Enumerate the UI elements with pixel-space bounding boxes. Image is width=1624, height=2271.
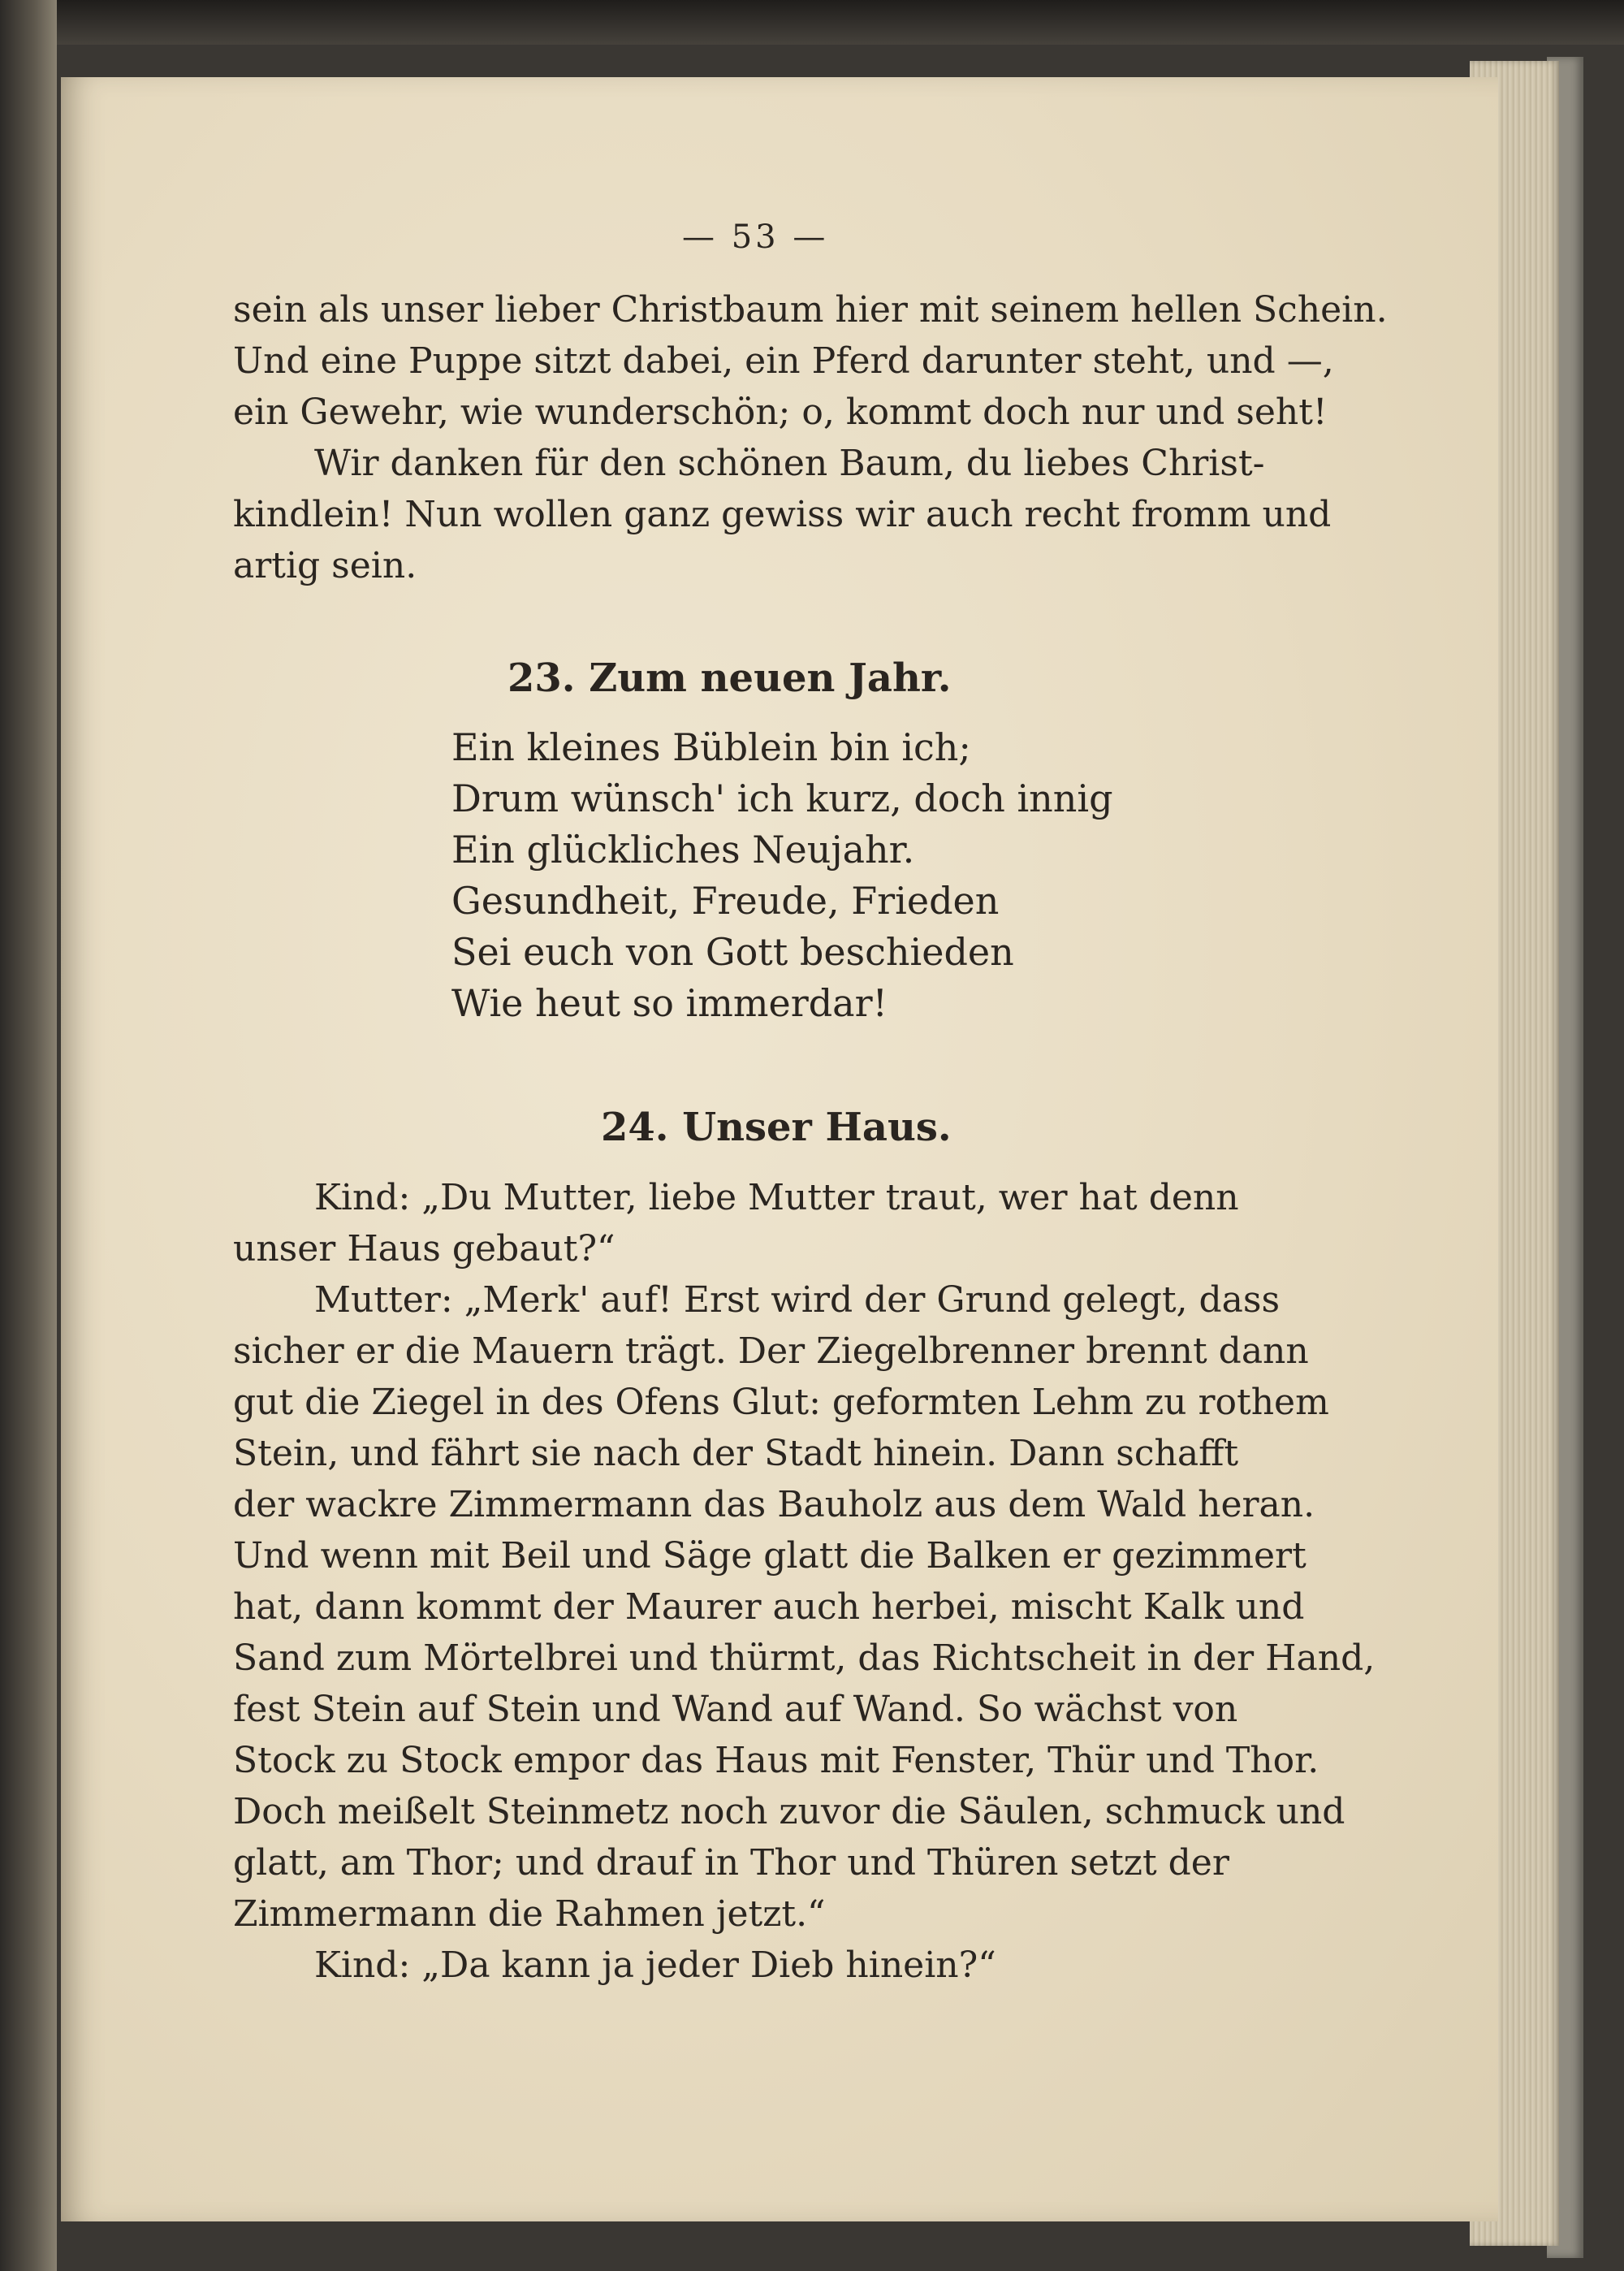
poem-line: Wie heut so immerdar! (451, 981, 888, 1025)
dialogue-line: sicher er die Mauern trägt. Der Ziegelbrenner brennt dann (233, 1330, 1309, 1372)
poem-line: Ein glückliches Neujahr. (451, 828, 915, 872)
prose-line: Und eine Puppe sitzt dabei, ein Pferd darunter steht, und —, (233, 340, 1334, 382)
dialogue-line: der wackre Zimmermann das Bauholz aus dem Wald heran. (233, 1484, 1315, 1525)
prose-line: sein als unser lieber Christbaum hier mit seinem hellen Schein. (233, 289, 1388, 331)
poem-line: Gesundheit, Freude, Frieden (451, 879, 1000, 923)
section-heading-24: 24. Unser Haus. (601, 1105, 952, 1150)
page-number: — 53 — (682, 218, 829, 256)
prose-line: ein Gewehr, wie wunderschön; o, kommt doch nur und seht! (233, 391, 1328, 433)
dialogue-line: hat, dann kommt der Maurer auch herbei, mischt Kalk und (233, 1586, 1305, 1628)
dialogue-line: fest Stein auf Stein und Wand auf Wand. So wächst von (233, 1689, 1238, 1730)
dialogue-line: gut die Ziegel in des Ofens Glut: geformten Lehm zu rothem (233, 1382, 1329, 1423)
poem-line: Ein kleines Büblein bin ich; (451, 725, 971, 769)
dialogue-line: Doch meißelt Steinmetz noch zuvor die Säulen, schmuck und (233, 1791, 1345, 1832)
section-heading-23: 23. Zum neuen Jahr. (508, 655, 952, 701)
dialogue-line: Stein, und fährt sie nach der Stadt hinein. Dann schafft (233, 1433, 1239, 1474)
book-top-shadow (0, 0, 1624, 45)
dialogue-line: Kind: „Du Mutter, liebe Mutter traut, wer hat denn (314, 1177, 1239, 1218)
prose-line: Wir danken für den schönen Baum, du liebes Christ- (314, 443, 1265, 484)
dialogue-line: Stock zu Stock empor das Haus mit Fenster, Thür und Thor. (233, 1740, 1320, 1781)
prose-line: kindlein! Nun wollen ganz gewiss wir auch recht fromm und (233, 494, 1332, 535)
dialogue-line: Zimmermann die Rahmen jetzt.“ (233, 1893, 826, 1935)
dialogue-line: unser Haus gebaut?“ (233, 1228, 615, 1270)
dialogue-line: glatt, am Thor; und drauf in Thor und Thüren setzt der (233, 1842, 1229, 1884)
dialogue-line: Sand zum Mörtelbrei und thürmt, das Richtscheit in der Hand, (233, 1637, 1376, 1679)
dialogue-line: Und wenn mit Beil und Säge glatt die Balken er gezimmert (233, 1535, 1307, 1577)
left-page-edge (0, 0, 57, 2271)
poem-line: Sei euch von Gott beschieden (451, 930, 1014, 974)
dialogue-line: Mutter: „Merk' auf! Erst wird der Grund gelegt, dass (314, 1279, 1281, 1321)
poem-line: Drum wünsch' ich kurz, doch innig (451, 776, 1113, 820)
dialogue-line: Kind: „Da kann ja jeder Dieb hinein?“ (314, 1944, 996, 1986)
prose-line: artig sein. (233, 545, 417, 586)
